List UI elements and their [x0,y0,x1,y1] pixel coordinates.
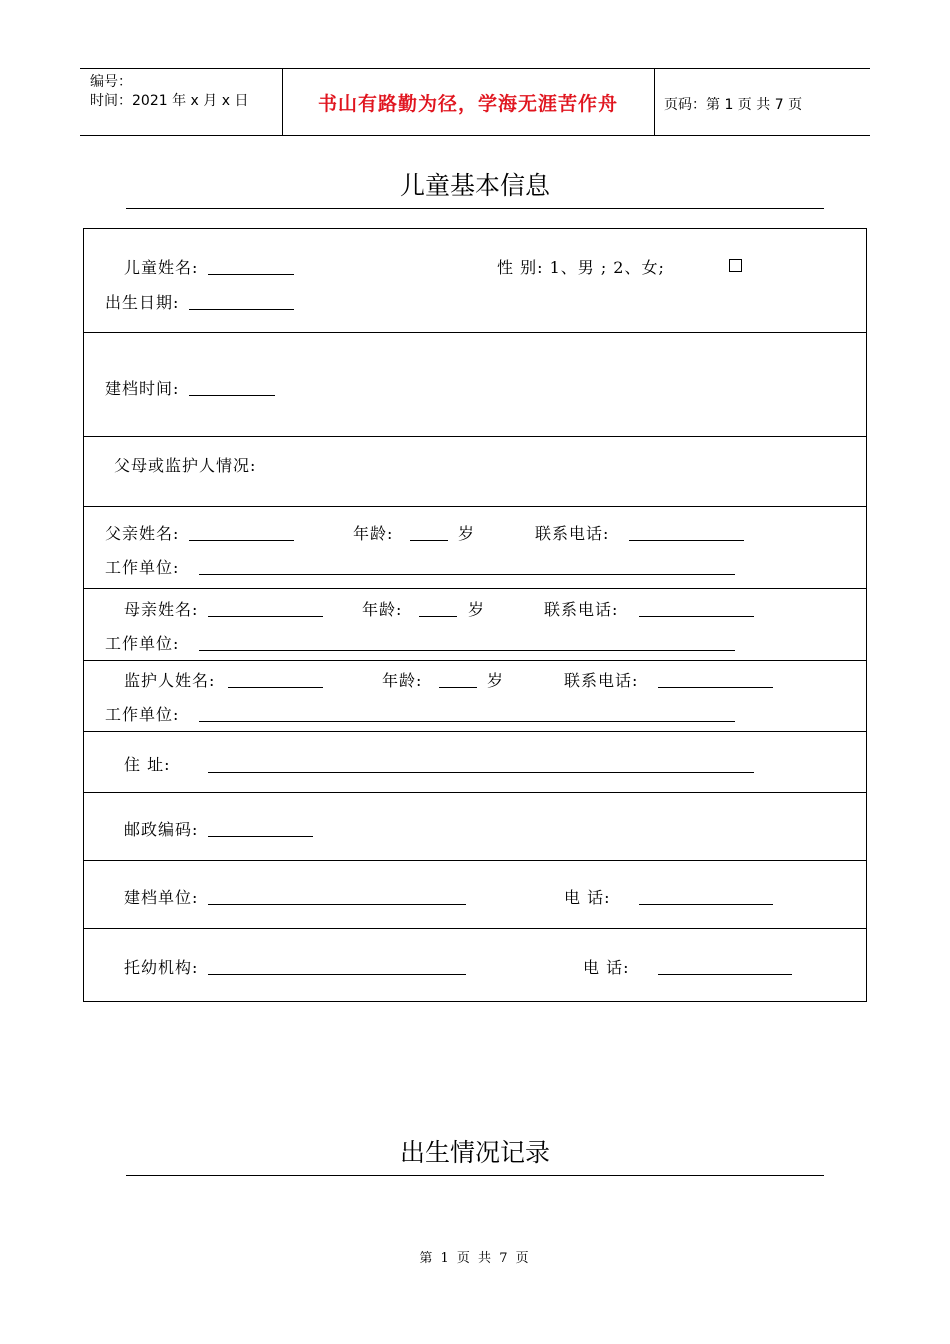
guardian-age-unit: 岁 [487,671,505,690]
filing-unit-phone-field[interactable] [639,904,773,905]
child-name-label: 儿童姓名: [124,258,199,277]
guardian-age-field[interactable] [439,687,477,688]
mother-age-field[interactable] [419,616,457,617]
nursery-field[interactable] [208,974,466,975]
gender-label: 性 别: 1、男 ; 2、女; [497,258,665,277]
nursery-phone-label: 电 话: [583,958,630,977]
form-row-filing-time [84,333,866,437]
father-work-label: 工作单位: [105,558,180,577]
guardian-name-label: 监护人姓名: [124,671,216,690]
mother-name-field[interactable] [208,616,323,617]
mother-age-label: 年龄: [362,600,403,619]
address-field[interactable] [208,772,754,773]
address-label: 住 址: [124,755,171,774]
postal-code-label: 邮政编码: [124,820,199,839]
guardian-phone-label: 联系电话: [564,671,639,690]
mother-work-field[interactable] [199,650,735,651]
form-row-father [84,507,866,589]
form-row-postal [84,793,866,861]
nursery-phone-field[interactable] [658,974,792,975]
father-age-field[interactable] [410,540,448,541]
basic-info-form [83,228,867,1002]
filing-unit-field[interactable] [208,904,466,905]
section-title-birth-record: 出生情况记录 [126,1135,824,1176]
form-row-filing-unit [84,861,866,929]
guardian-name-field[interactable] [228,687,323,688]
page-code: 页码：第 1 页 共 7 页 [664,97,803,113]
header-meta [90,73,248,111]
filing-unit-phone-label: 电 话: [564,888,611,907]
motto: 书山有路勤为径，学海无涯苦作舟 [317,93,618,115]
filing-time-field[interactable] [189,395,275,396]
father-phone-field[interactable] [629,540,744,541]
filing-unit-label: 建档单位: [124,888,199,907]
postal-code-field[interactable] [208,836,313,837]
father-age-label: 年龄: [353,524,394,543]
form-row-parents-heading [84,437,866,507]
birth-date-field[interactable] [189,309,294,310]
mother-work-label: 工作单位: [105,634,180,653]
number-label: 编号： [90,74,132,90]
time-label: 时间：2021 年 x 月 x 日 [90,93,249,109]
gender-checkbox[interactable] [729,259,742,272]
form-row-mother [84,589,866,661]
parents-heading: 父母或监护人情况: [114,456,257,475]
father-phone-label: 联系电话: [535,524,610,543]
mother-phone-field[interactable] [639,616,754,617]
father-name-field[interactable] [189,540,294,541]
guardian-work-label: 工作单位: [105,705,180,724]
guardian-age-label: 年龄: [382,671,423,690]
mother-age-unit: 岁 [468,600,486,619]
nursery-label: 托幼机构: [124,958,199,977]
mother-phone-label: 联系电话: [544,600,619,619]
filing-time-label: 建档时间: [105,379,180,398]
form-row-nursery [84,929,866,1001]
child-name-field[interactable] [208,274,294,275]
header-divider [654,69,655,135]
page-footer: 第 1 页 共 7 页 [419,1251,531,1266]
form-row-address [84,732,866,793]
birth-date-label: 出生日期: [105,293,180,312]
section-title-basic-info: 儿童基本信息 [126,168,824,209]
mother-name-label: 母亲姓名: [124,600,199,619]
guardian-work-field[interactable] [199,721,735,722]
form-row-guardian [84,661,866,732]
form-row-child [84,229,866,333]
father-work-field[interactable] [199,574,735,575]
father-age-unit: 岁 [458,524,476,543]
document-header [80,68,870,136]
father-name-label: 父亲姓名: [105,524,180,543]
guardian-phone-field[interactable] [658,687,773,688]
